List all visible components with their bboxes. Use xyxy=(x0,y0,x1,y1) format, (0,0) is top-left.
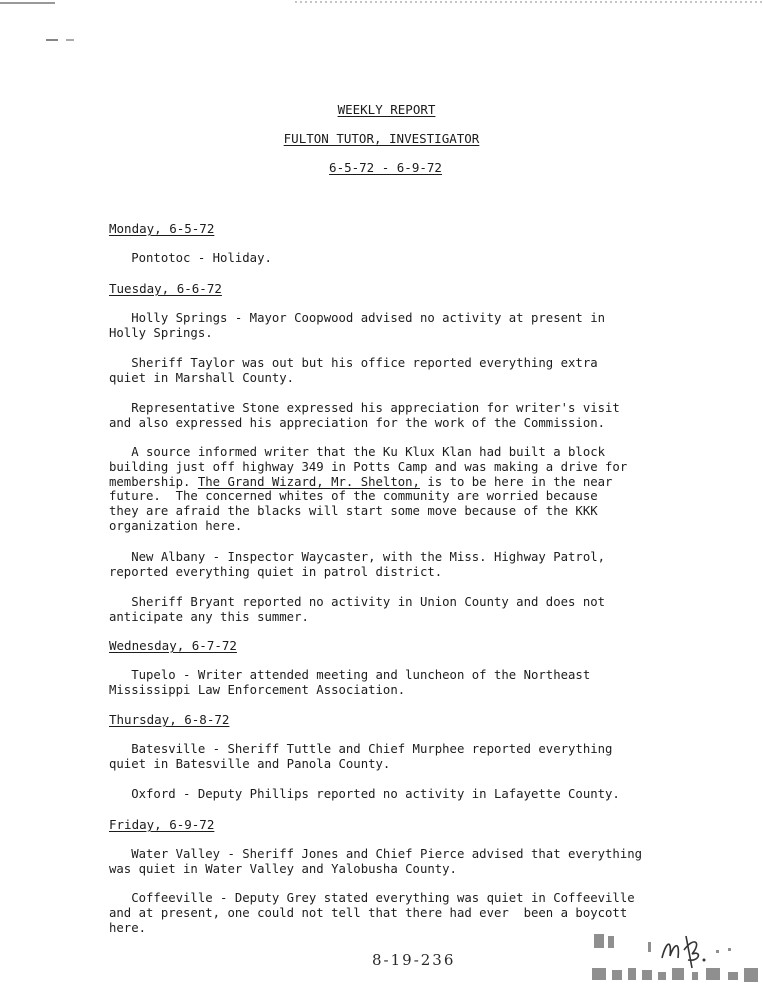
paragraph-klan-source xyxy=(109,445,669,534)
paragraph-batesville: Batesville - Sheriff Tuttle and Chief Murphee reported everything quiet in Batesville and Panola County. xyxy=(109,742,613,771)
paragraph-sheriff-taylor: Sheriff Taylor was out but his office reported everything extra quiet in Marshall County. xyxy=(109,356,598,385)
klan-text-part-1: A source informed writer that the Ku Klux Klan had built a block building just off highway 349 in Potts Camp and was making a drive for membership. xyxy=(109,445,628,489)
day-heading-tuesday: Tuesday, 6-6-72 xyxy=(109,281,222,296)
archive-stamp-icon xyxy=(588,928,763,990)
day-heading-friday: Friday, 6-9-72 xyxy=(109,817,215,832)
paragraph-pontotoc: Pontotoc - Holiday. xyxy=(109,251,272,265)
day-heading-monday: Monday, 6-5-72 xyxy=(109,221,215,236)
klan-text-part-2: is to be here in the near future. The concerned whites of the community are worried because they are afraid the blacks will start some move because of the KKK organization here. xyxy=(109,474,613,533)
grand-wizard-underlined: The Grand Wizard, Mr. Shelton, xyxy=(197,474,420,489)
scan-edge-mark xyxy=(0,0,763,6)
paragraph-holly-springs: Holly Springs - Mayor Coopwood advised no activity at present in Holly Springs. xyxy=(109,311,606,340)
report-period: 6-5-72 - 6-9-72 xyxy=(329,160,442,175)
day-heading-wednesday: Wednesday, 6-7-72 xyxy=(109,638,237,653)
paragraph-oxford: Oxford - Deputy Phillips reported no activity in Lafayette County. xyxy=(109,787,620,801)
paragraph-new-albany: New Albany - Inspector Waycaster, with the Miss. Highway Patrol, reported everything quiet in patrol district. xyxy=(109,550,606,579)
scan-tick-mark xyxy=(46,38,80,42)
report-title: WEEKLY REPORT xyxy=(337,102,436,117)
file-number: 8-19-236 xyxy=(372,951,456,969)
paragraph-sheriff-bryant: Sheriff Bryant reported no activity in Union County and does not anticipate any this summer. xyxy=(109,595,606,624)
investigator-name: FULTON TUTOR, INVESTIGATOR xyxy=(283,131,480,146)
paragraph-representative-stone: Representative Stone expressed his appreciation for writer's visit and also expressed his appreciation for the work of the Commission. xyxy=(109,401,620,430)
day-heading-thursday: Thursday, 6-8-72 xyxy=(109,712,230,727)
paragraph-water-valley: Water Valley - Sheriff Jones and Chief Pierce advised that everything was quiet in Water Valley and Yalobusha County. xyxy=(109,847,643,876)
paragraph-coffeeville: Coffeeville - Deputy Grey stated everything was quiet in Coffeeville and at present, one could not tell that there had ever been a boycott here. xyxy=(109,891,635,935)
paragraph-tupelo: Tupelo - Writer attended meeting and luncheon of the Northeast Mississippi Law Enforcement Association. xyxy=(109,668,591,697)
